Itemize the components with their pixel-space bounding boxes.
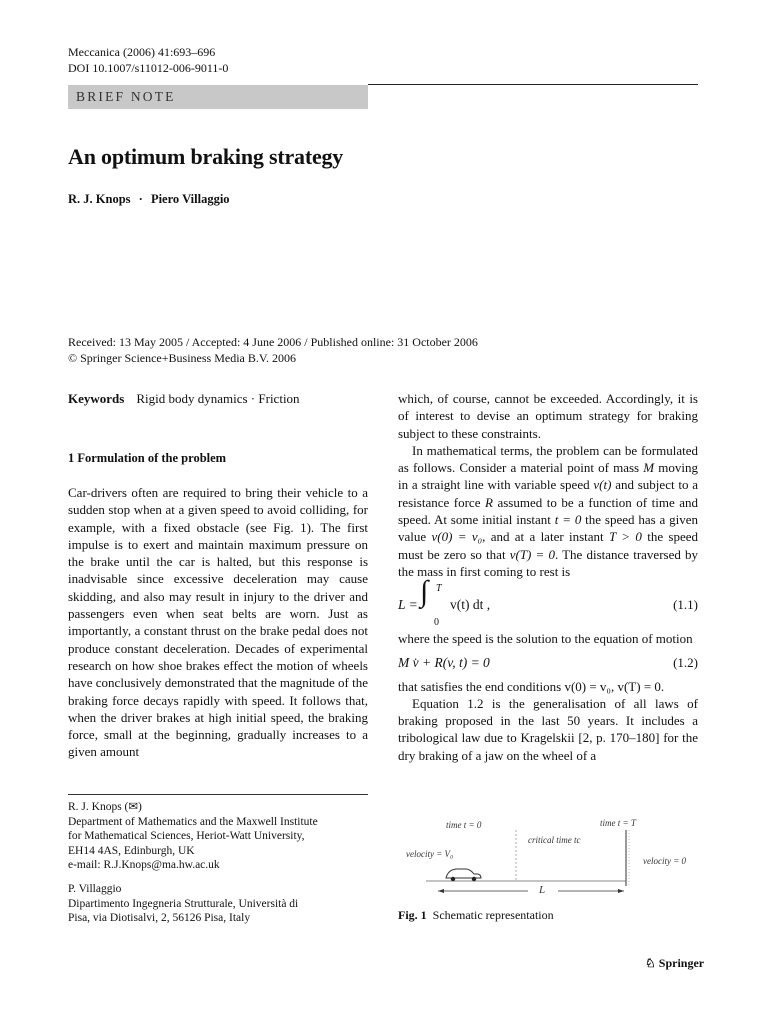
header-rule <box>368 84 698 85</box>
eq2-number: (1.2) <box>673 654 698 670</box>
footnote-rule <box>68 794 368 795</box>
left-column-text <box>68 484 368 761</box>
author-villaggio[interactable]: Piero Villaggio <box>150 192 230 206</box>
springer-horse-icon: ♘ <box>645 956 656 970</box>
author-separator: · <box>138 192 143 206</box>
affiliation-knops <box>68 800 368 873</box>
paper-title: An optimum braking strategy <box>68 144 344 169</box>
wheel-icon <box>472 877 476 881</box>
eq1-lower-limit: 0 <box>434 617 439 629</box>
affil-name: P. Villaggio <box>68 883 122 895</box>
affil-line: Pisa, via Diotisalvi, 2, 56126 Pisa, Italy <box>68 912 251 924</box>
label-final-velocity: velocity = 0 <box>643 856 687 866</box>
section-heading: 1 Formulation of the problem <box>68 451 227 465</box>
label-time-0: time t = 0 <box>446 820 482 830</box>
keywords-label: Keywords <box>68 391 125 406</box>
wheel-icon <box>451 877 455 881</box>
doi[interactable]: DOI 10.1007/s11012-006-9011-0 <box>68 61 229 75</box>
keywords <box>68 391 300 407</box>
generalisation-paragraph: Equation 1.2 is the generalisation of all laws of braking proposed in the last 50 years. It includes a tribological law due to Kragelskii [2, p. 170–180] for the dry braking of a jaw on the wheel of a <box>398 695 698 763</box>
equation-1-1 <box>398 575 698 629</box>
integral-sign-icon: ∫ <box>420 575 429 609</box>
publication-dates <box>68 334 478 366</box>
affil-name: R. J. Knops (✉) <box>68 801 142 813</box>
history-dates: Received: 13 May 2005 / Accepted: 4 June 2006 / Published online: 31 October 2006 <box>68 335 478 349</box>
end-conditions: that satisfies the end conditions v(0) = v₀, v(T) = 0. <box>398 678 665 694</box>
keywords-text: Rigid body dynamics · Friction <box>136 391 300 406</box>
publisher-name: Springer <box>658 956 705 970</box>
intro-paragraph: Car-drivers often are required to bring their vehicle to a sudden stop when at a given speed to avoid colliding, for example, with a fixed obstacle (see Fig. 1). The first impulse is to exert and maintain maximum pressure on the brake until the car is halted, but this response is inadvisable since excessive deceleration may cause skidding, and also may result in injury to the driver and passengers even when seat belts are worn. Just as importantly, a constant thrust on the brake pedal does not produce constant deceleration. Decades of experimental research on how shoe brakes effect the motion of wheels have conclusively demonstrated that the magnitude of the braking force decays rapidly with speed. It follows that, when the driver brakes at high initial speed, the braking force, small at the beginning, gradually increases to a given amount <box>68 485 368 760</box>
affiliation-villaggio <box>68 882 368 926</box>
article-type-label: BRIEF NOTE <box>76 89 176 104</box>
equation-1-2 <box>398 654 698 674</box>
label-time-T: time t = T <box>600 818 636 828</box>
journal-volume: Meccanica (2006) 41:693–696 <box>68 45 216 59</box>
caption-text: Schematic representation <box>432 908 554 922</box>
label-critical-time: critical time tc <box>528 835 581 845</box>
label-distance: L <box>539 884 546 896</box>
problem-formulation-paragraph: In mathematical terms, the problem can be formulated as follows. Consider a material point of mass M moving in a straight line with variable speed v(t) and subject to a resistance force R assumed to be a function of time and speed. At some initial instant t = 0 the speed has a given value v(0) = v₀, and at a later instant T > 0 the speed must be zero so that v(T) = 0. The distance traversed by the mass in first coming to rest is <box>398 442 699 579</box>
publisher-logo <box>645 956 704 971</box>
caption-label: Fig. 1 <box>398 908 427 922</box>
affil-line: Dipartimento Ingegneria Strutturale, Università di <box>68 897 299 910</box>
eq1-integrand: v(t) dt , <box>450 597 491 613</box>
eq1-upper-limit: T <box>436 583 442 595</box>
eq2-expr: M v̇ + R(v, t) = 0 <box>398 654 490 670</box>
paragraph-continued: which, of course, cannot be exceeded. Accordingly, it is of interest to devise an optimum strategy for braking subject to these constraints. <box>398 391 698 441</box>
eq1-number: (1.1) <box>673 597 698 613</box>
eq1-lhs: L = <box>398 597 418 613</box>
right-column-text <box>398 390 698 764</box>
copyright: © Springer Science+Business Media B.V. 2006 <box>68 351 296 365</box>
affil-line: for Mathematical Sciences, Heriot-Watt University, <box>68 830 305 842</box>
email-link[interactable]: e-mail: R.J.Knops@ma.hw.ac.uk <box>68 859 220 871</box>
affil-line: Department of Mathematics and the Maxwell Institute <box>68 815 318 828</box>
car-icon <box>446 869 481 878</box>
author-knops[interactable]: R. J. Knops <box>68 192 131 206</box>
figure-caption <box>398 908 554 923</box>
affil-line: EH14 4AS, Edinburgh, UK <box>68 844 195 857</box>
journal-citation <box>68 44 228 76</box>
motion-paragraph: where the speed is the solution to the equation of motion <box>398 631 693 647</box>
label-initial-velocity: velocity = V₀ <box>406 849 454 859</box>
figure-1 <box>398 808 698 908</box>
author-list <box>68 192 230 207</box>
